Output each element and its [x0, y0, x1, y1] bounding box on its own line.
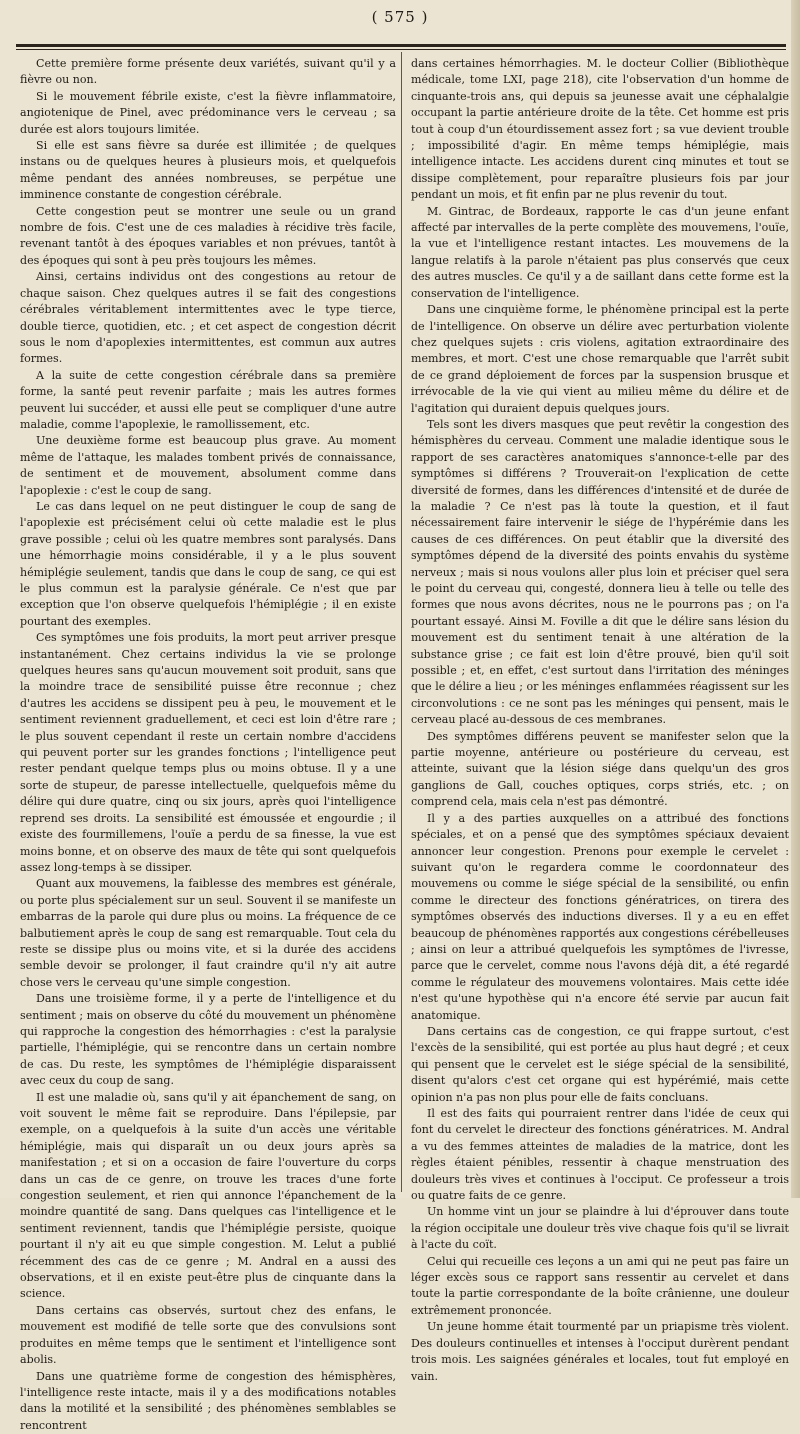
page-number: ( 575 ): [0, 8, 800, 26]
paragraph: Celui qui recueille ces leçons a un ami qui ne peut pas faire un léger excès sous ce rapport sans ressentir au cervelet et dans toute la partie correspondante de la boîte crânienne, une douleur extrêmement prononcée.: [411, 1254, 789, 1320]
paragraph: Dans certains cas observés, surtout chez des enfans, le mouvement est modifié de telle sorte que des convulsions sont produites en même temps que le sentiment et l'intelligence sont abolis.: [20, 1303, 396, 1369]
paragraph: Une deuxième forme est beaucoup plus grave. Au moment même de l'attaque, les malades tombent privés de connaissance, de sentiment et de mouvement, absolument comme dans l'apoplexie : c'est le coup de sang.: [20, 433, 396, 499]
paragraph: Cette congestion peut se montrer une seule ou un grand nombre de fois. C'est une de ces maladies à récidive très facile, revenant tantôt à des époques variables et non prévues, tantôt à des époques qui sont à peu près toujours les mêmes.: [20, 204, 396, 270]
left-column: [20, 56, 396, 1192]
paragraph: Un homme vint un jour se plaindre à lui d'éprouver dans toute la région occipitale une douleur très vive chaque fois qu'il se livrait à l'acte du coït.: [411, 1204, 789, 1253]
paragraph: Dans une troisième forme, il y a perte de l'intelligence et du sentiment ; mais on observe du côté du mouvement un phénomène qui rapproche la congestion des hémorrhagies : c'est la paralysie partielle, l'hémiplégie, qui se rencontre dans un certain nombre de cas. Du reste, les symptômes de l'hémiplégie disparaissent avec ceux du coup de sang.: [20, 991, 396, 1089]
paragraph: Il est des faits qui pourraient rentrer dans l'idée de ceux qui font du cervelet le directeur des fonctions génératrices. M. Andral a vu des femmes atteintes de maladies de la matrice, dont les règles étaient pénibles, ressentir à chaque menstruation des douleurs très vives et continues à l'occiput. Ce professeur a trois ou quatre faits de ce genre.: [411, 1106, 789, 1204]
paragraph: Ces symptômes une fois produits, la mort peut arriver presque instantanément. Chez certains individus la vie se prolonge quelques heures sans qu'aucun mouvement soit produit, sans que la moindre trace de sensibilité puisse être reconnue ; chez d'autres les accidens se dissipent peu à peu, le mouvement et le sentiment reviennent graduellement, et ceci est loin d'être rare ; le plus souvent cependant il reste un certain nombre d'accidens qui peuvent porter sur les grandes fonctions ; l'intelligence peut rester pendant quelque temps plus ou moins obtuse. Il y a une sorte de stupeur, de paresse intellectuelle, quelquefois même du délire qui dure quatre, cinq ou six jours, après quoi l'intelligence reprend ses droits. La sensibilité est émoussée et engourdie ; il existe des fourmillemens, l'ouïe a perdu de sa finesse, la vue est moins bonne, et on observe des maux de tête qui sont quelquefois assez long-temps à se dissiper.: [20, 630, 396, 876]
paragraph-continued: dans certaines hémorrhagies. M. le docteur Collier (Bibliothèque médicale, tome LXI, page 218), cite l'observation d'un homme de cinquante-trois ans, qui depuis sa jeunesse avait une céphalalgie occupant la partie antérieure droite de la tête. Cet homme est pris tout à coup d'un étourdissement assez fort ; sa vue devient trouble ; impossibilité d'agir. En même temps hémiplégie, mais intelligence intacte. Les accidens durent cinq minutes et tout se dissipe complètement, pour reparaître plusieurs fois par jour pendant un mois, et fit enfin par ne plus revenir du tout.: [411, 56, 789, 204]
paragraph: Dans certains cas de congestion, ce qui frappe surtout, c'est l'excès de la sensibilité, qui est portée au plus haut degré ; et ceux qui pensent que le cervelet est le siége spécial de la sensibilité, disent qu'alors c'est cet organe qui est hypérémié, mais cette opinion n'a pas non plus pour elle de faits concluans.: [411, 1024, 789, 1106]
paragraph: Tels sont les divers masques que peut revêtir la congestion des hémisphères du cerveau. Comment une maladie identique sous le rapport de ses caractères anatomiques s'annonce-t-elle par des symptômes si différens ? Trouverait-on l'explication de cette diversité de formes, dans les différences d'intensité et de durée de la maladie ? Ce n'est pas là toute la question, et il faut nécessairement faire intervenir le siége de l'hypérémie dans les causes de ces différences. On peut établir que la diversité des symptômes dépend de la diversité des points envahis du système nerveux ; mais si nous voulons aller plus loin et préciser quel sera le point du cerveau qui, congesté, donnera lieu à telle ou telle des formes que nous avons décrites, nous ne le pourrons pas ; on l'a pourtant essayé. Ainsi M. Foville a dit que le délire sans lésion du mouvement est du sentiment tenait à une altération de la substance grise ; ce fait est loin d'être prouvé, bien qu'il soit possible ; et, en effet, c'est surtout dans l'irritation des méninges que le délire a lieu ; or les méninges enflammées réagissent sur les circonvolutions : ce ne sont pas les méninges qui pensent, mais le cerveau placé au-dessous de ces membranes.: [411, 417, 789, 729]
header-rule-thin: [16, 49, 786, 50]
paragraph: Dans une quatrième forme de congestion des hémisphères, l'intelligence reste intacte, mais il y a des modifications notables dans la motilité et la sensibilité ; des phénomènes semblables se rencontrent: [20, 1369, 396, 1434]
paragraph: Il est une maladie où, sans qu'il y ait épanchement de sang, on voit souvent le même fait se reproduire. Dans l'épilepsie, par exemple, on a quelquefois à la suite d'un accès une véritable hémiplégie, mais qui disparaît un ou deux jours après sa manifestation ; et si on a occasion de faire l'ouverture du corps dans un cas de ce genre, on trouve les traces d'une forte congestion seulement, et rien qui annonce l'épanchement de la moindre quantité de sang. Dans quelques cas l'intelligence et le sentiment reviennent, tandis que l'hémiplégie persiste, quoique pourtant il n'y ait eu que simple congestion. M. Lelut a publié récemment des cas de ce genre ; M. Andral en a aussi des observations, et il en existe peut-être plus de cinquante dans la science.: [20, 1090, 396, 1303]
header-rule: [16, 44, 786, 47]
column-divider: [401, 52, 402, 1192]
paragraph: Ainsi, certains individus ont des congestions au retour de chaque saison. Chez quelques autres il se fait des congestions cérébrales véritablement intermittentes avec le type tierce, double tierce, quotidien, etc. ; et cet aspect de congestion décrit sous le nom d'apoplexies intermittentes, est commun aux autres formes.: [20, 269, 396, 367]
paragraph: M. Gintrac, de Bordeaux, rapporte le cas d'un jeune enfant affecté par intervalles de la perte complète des mouvemens, l'ouïe, la vue et l'intelligence restant intactes. Les mouvemens de la langue relatifs à la parole n'étaient pas plus conservés que ceux des autres muscles. Ce qu'il y a de saillant dans cette forme est la conservation de l'intelligence.: [411, 204, 789, 302]
paragraph: A la suite de cette congestion cérébrale dans sa première forme, la santé peut revenir parfaite ; mais les autres formes peuvent lui succéder, et aussi elle peut se compliquer d'une autre maladie, comme l'apoplexie, le ramollissement, etc.: [20, 368, 396, 434]
paragraph: Quant aux mouvemens, la faiblesse des membres est générale, ou porte plus spécialement sur un seul. Souvent il se manifeste un embarras de la parole qui dure plus ou moins. La fréquence de ce balbutiement après le coup de sang est remarquable. Tout cela du reste se dissipe plus ou moins vite, et si la durée des accidens semble devoir se prolonger, il faut craindre qu'il n'y ait autre chose vers le cerveau qu'une simple congestion.: [20, 876, 396, 991]
paragraph: Un jeune homme était tourmenté par un priapisme très violent. Des douleurs continuelles et intenses à l'occiput durèrent pendant trois mois. Les saignées générales et locales, tout fut employé en vain.: [411, 1319, 789, 1385]
paragraph: Cette première forme présente deux variétés, suivant qu'il y a fièvre ou non.: [20, 56, 396, 89]
paragraph: Il y a des parties auxquelles on a attribué des fonctions spéciales, et on a pensé que des symptômes spéciaux devaient annoncer leur congestion. Prenons pour exemple le cervelet : suivant qu'on le regardera comme le coordonnateur des mouvemens ou comme le siége spécial de la sensibilité, ou enfin comme le directeur des fonctions génératrices, on tirera des symptômes observés des inductions diverses. Il y a eu en effet beaucoup de phénomènes rapportés aux congestions cérébelleuses ; ainsi on leur a attribué quelquefois les symptômes de l'ivresse, parce que le cervelet, comme nous l'avons déjà dit, a été regardé comme le régulateur des mouvemens volontaires. Mais cette idée n'est qu'une hypothèse qui n'a encore été servie par aucun fait anatomique.: [411, 811, 789, 1024]
paragraph: Dans une cinquième forme, le phénomène principal est la perte de l'intelligence. On observe un délire avec perturbation violente chez quelques sujets : cris violens, agitation extraordinaire des membres, et mort. C'est une chose remarquable que l'arrêt subit de ce grand déploiement de forces par la suspension brusque et irrévocable de la vie qui vient au milieu même du délire et de l'agitation qui duraient depuis quelques jours.: [411, 302, 789, 417]
paragraph: Des symptômes différens peuvent se manifester selon que la partie moyenne, antérieure ou postérieure du cerveau, est atteinte, suivant que la lésion siége dans quelqu'un des gros ganglions de Gall, couches optiques, corps striés, etc. ; on comprend cela, mais cela n'est pas démontré.: [411, 729, 789, 811]
paragraph: Le cas dans lequel on ne peut distinguer le coup de sang de l'apoplexie est précisément celui où cette maladie est le plus grave possible ; celui où les quatre membres sont paralysés. Dans une hémorrhagie moins considérable, il y a le plus souvent hémiplégie seulement, tandis que dans le coup de sang, ce qui est le plus commun est la paralysie générale. Ce n'est que par exception que l'on observe quelquefois l'hémiplégie ; il en existe pourtant des exemples.: [20, 499, 396, 630]
paragraph: Si elle est sans fièvre sa durée est illimitée ; de quelques instans ou de quelques heures à plusieurs mois, et quelquefois même pendant des années nombreuses, se perpétue une imminence constante de congestion cérébrale.: [20, 138, 396, 204]
paragraph: Si le mouvement fébrile existe, c'est la fièvre inflammatoire, angiotenique de Pinel, avec prédominance vers le cerveau ; sa durée est alors toujours limitée.: [20, 89, 396, 138]
right-column: [411, 56, 789, 1192]
page-edge: [791, 0, 800, 1198]
